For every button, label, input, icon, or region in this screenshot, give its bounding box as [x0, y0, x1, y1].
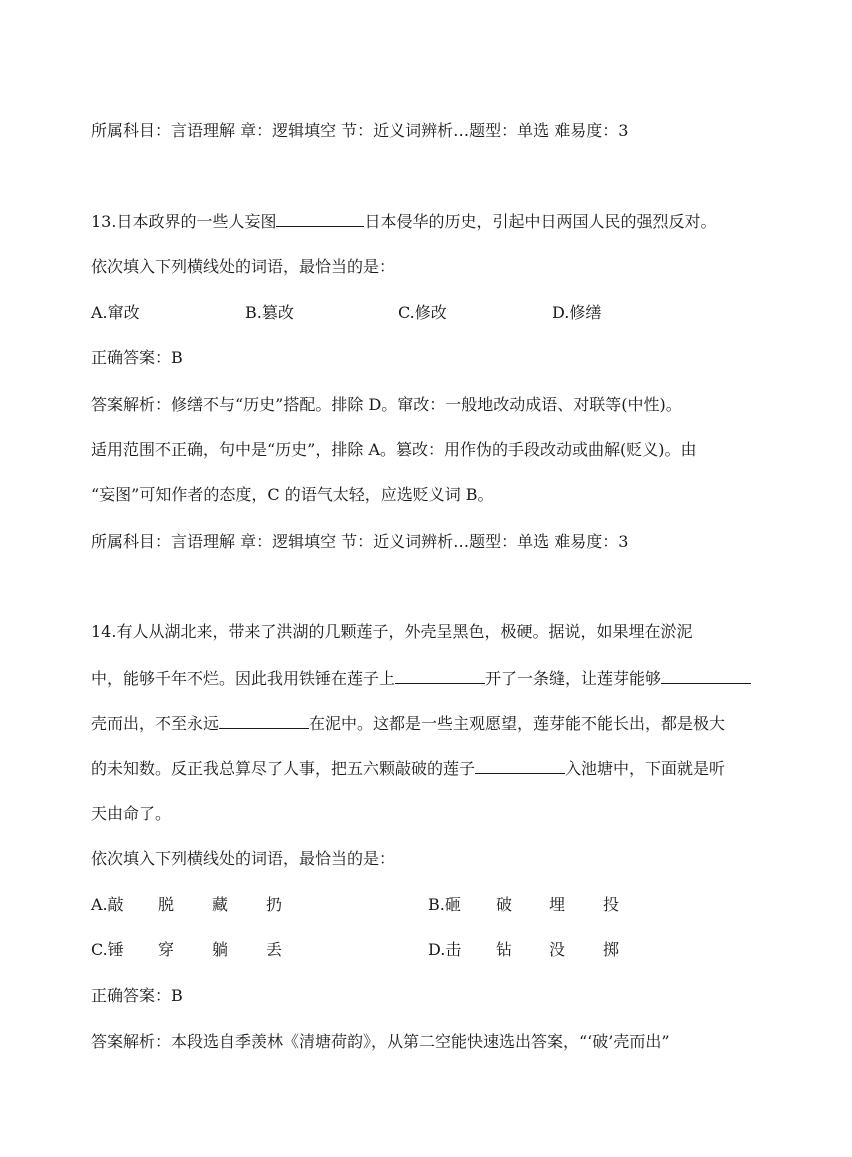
q13-option-a: A.窜改: [91, 303, 140, 322]
q13-blank: [276, 210, 364, 227]
q14-stem-line1: 14.有人从湖北来，带来了洪湖的几颗莲子，外壳呈黑色，极硬。据说，如果埋在淤泥: [91, 622, 693, 641]
q13-stem-part1: 13.日本政界的一些人妄图: [91, 212, 277, 231]
q14-l3-part2: 在泥中。这都是一些主观愿望，莲芽能不能长出，都是极大: [309, 714, 726, 733]
q14-option-a-word3: 藏: [212, 895, 229, 914]
q14-blank-4: [475, 757, 565, 774]
q13-stem-part2: 日本侵华的历史，引起中日两国人民的强烈反对。: [364, 212, 717, 231]
q14-l4-part1: 的未知数。反正我总算尽了人事，把五六颗敲破的莲子: [91, 759, 476, 778]
q14-blank-1: [395, 667, 485, 684]
q13-analysis-line2: 适用范围不正确，句中是“历史”，排除 A。篡改：用作伪的手段改动或曲解(贬义)。由: [91, 440, 697, 459]
meta-line-top: 所属科目：言语理解 章：逻辑填空 节：近义词辨析…题型：单选 难易度：3: [91, 121, 629, 140]
q14-option-b-word2: 破: [496, 895, 513, 914]
q14-stem-line4: [91, 757, 725, 780]
q14-option-c-label: C.锤: [91, 940, 124, 959]
q14-option-d-label: D.击: [428, 940, 462, 959]
q14-l2-part1: 中，能够千年不烂。因此我用铁锤在莲子上: [91, 669, 396, 688]
question-13-stem: [91, 210, 716, 233]
q14-option-d-word4: 掷: [603, 940, 620, 959]
q14-l4-part2: 入池塘中，下面就是听: [565, 759, 726, 778]
q14-option-a-word2: 脱: [158, 895, 175, 914]
q13-meta-line: 所属科目：言语理解 章：逻辑填空 节：近义词辨析…题型：单选 难易度：3: [91, 532, 629, 551]
q13-analysis-line3: “妄图”可知作者的态度，C 的语气太轻，应选贬义词 B。: [91, 485, 494, 504]
q13-analysis-line1: 答案解析：修缮不与“历史”搭配。排除 D。窜改：一般地改动成语、对联等(中性)。: [91, 395, 682, 414]
q14-option-b-label: B.砸: [428, 895, 461, 914]
q14-option-a-label: A.敲: [91, 895, 124, 914]
q14-option-d-word2: 钻: [496, 940, 513, 959]
q13-option-c: C.修改: [398, 303, 447, 322]
q14-analysis-line1: 答案解析：本段选自季羡林《清塘荷韵》，从第二空能快速选出答案，“‘破’壳而出”: [91, 1032, 670, 1051]
q14-prompt: 依次填入下列横线处的词语，最恰当的是：: [91, 849, 396, 868]
q13-option-d: D.修缮: [552, 303, 602, 322]
q14-blank-2: [661, 667, 751, 684]
q14-blank-3: [219, 712, 309, 729]
q14-option-c-word4: 丢: [266, 940, 283, 959]
q14-option-d-word3: 没: [549, 940, 566, 959]
q14-stem-line3: [91, 712, 725, 735]
q14-stem-line5: 天由命了。: [91, 804, 172, 823]
q14-l2-part2: 开了一条缝，让莲芽能够: [485, 669, 662, 688]
q14-stem-line2: [91, 667, 751, 690]
q13-option-b: B.篡改: [245, 303, 294, 322]
q13-answer: 正确答案：B: [91, 348, 183, 367]
q14-option-c-word2: 穿: [158, 940, 175, 959]
q14-option-b-word3: 埋: [549, 895, 566, 914]
q14-option-c-word3: 躺: [212, 940, 229, 959]
q14-option-a-word4: 扔: [266, 895, 283, 914]
q14-answer: 正确答案：B: [91, 986, 183, 1005]
q14-option-b-word4: 投: [603, 895, 620, 914]
q13-prompt: 依次填入下列横线处的词语，最恰当的是：: [91, 257, 396, 276]
q14-l3-part1: 壳而出，不至永远: [91, 714, 220, 733]
